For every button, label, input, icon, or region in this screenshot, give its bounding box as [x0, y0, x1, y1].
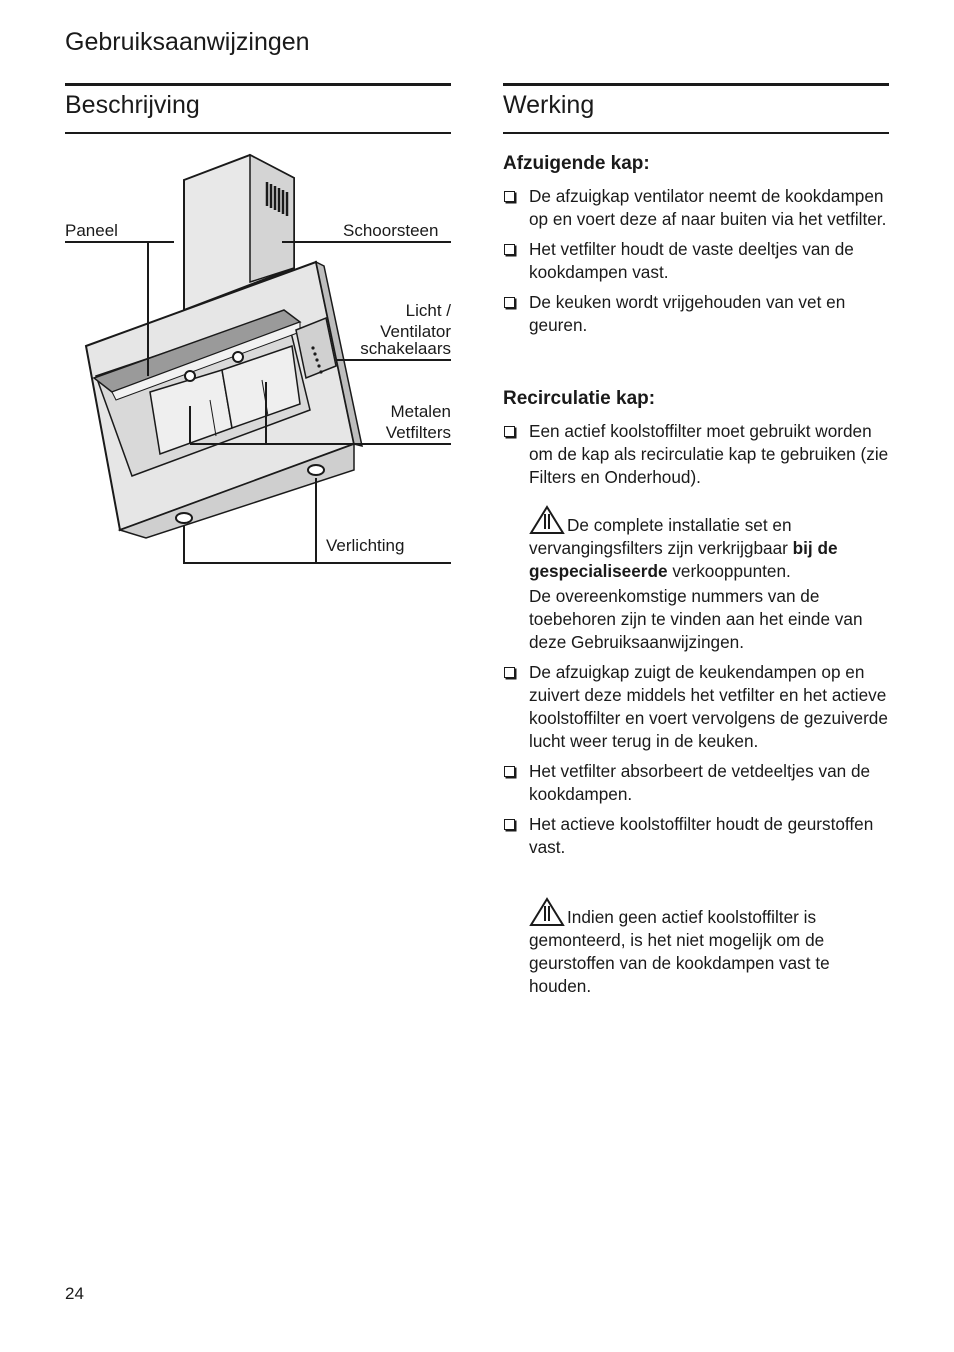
checkbox-bullet-icon [504, 667, 515, 678]
checkbox-bullet-icon [504, 244, 515, 255]
list-item [503, 661, 893, 753]
list-item [503, 185, 893, 231]
lamp-left [176, 513, 192, 523]
warning-note-2 [529, 897, 891, 998]
right-section-top-rule [503, 83, 889, 86]
list-item-text: Het vetfilter houdt de vaste deeltjes van de kookdampen vast. [529, 239, 854, 282]
list-item [503, 420, 893, 489]
list-item-text: De keuken wordt vrijgehouden van vet en geuren. [529, 292, 846, 335]
warning-triangle-icon [529, 505, 565, 535]
checkbox-bullet-icon [504, 297, 515, 308]
hood-body [86, 262, 362, 538]
extraction-heading: Afzuigende kap: [503, 153, 650, 174]
checkbox-bullet-icon [504, 819, 515, 830]
label-switches-line1: Licht / [405, 301, 451, 320]
lamp-right [308, 465, 324, 475]
recirculation-heading: Recirculatie kap: [503, 388, 656, 409]
label-panel: Paneel [65, 221, 118, 240]
checkbox-bullet-icon [504, 766, 515, 777]
checkbox-bullet-icon [504, 426, 515, 437]
label-switches [340, 300, 451, 359]
label-chimney: Schoorsteen [343, 221, 439, 240]
right-section-title: Werking [503, 91, 595, 119]
checkbox-bullet-icon [504, 191, 515, 202]
label-filters-line2: Vetfilters [385, 423, 451, 442]
note-1-text-bold: bij de gespecialiseerde [529, 538, 838, 581]
label-switches-line3: schakelaars [360, 339, 451, 358]
label-metal-filters [351, 401, 451, 443]
label-switches-line2: Ventilator [380, 322, 451, 341]
page-number: 24 [65, 1284, 84, 1303]
left-section-title: Beschrijving [65, 91, 200, 119]
list-item-text: De afzuigkap ventilator neemt de kookdampen op en voert deze af naar buiten via het vetfilter. [529, 186, 887, 229]
extraction-list [503, 185, 893, 344]
note-1-text-b: verkooppunten. [667, 561, 791, 581]
list-item [503, 760, 893, 806]
label-filters-line1: Metalen [390, 402, 451, 421]
list-item-text: Een actief koolstoffilter moet gebruikt worden om de kap als recirculatie kap te gebruiken (zie Filters en Onderhoud). [529, 421, 889, 487]
list-item-text: Het actieve koolstoffilter houdt de geurstoffen vast. [529, 814, 874, 857]
page-header-title: Gebruiksaanwijzingen [65, 28, 310, 56]
warning-triangle-icon [529, 897, 565, 927]
list-item [503, 238, 893, 284]
note-1-text-a: De complete installatie set en vervangingsfilters zijn verkrijgbaar [529, 515, 793, 558]
list-item [503, 813, 893, 859]
list-item-text: Het vetfilter absorbeert de vetdeeltjes van de kookdampen. [529, 761, 871, 804]
list-item [503, 291, 893, 337]
right-section-bottom-rule [503, 132, 889, 134]
warning-note-1 [529, 505, 891, 583]
note-2: De overeenkomstige nummers van de toebehoren zijn te vinden aan het einde van deze Gebruiksaanwijzingen. [529, 586, 863, 652]
recirculation-list-1 [503, 420, 893, 496]
note-3-text: Indien geen actief koolstoffilter is gemonteerd, is het niet mogelijk om de geurstoffen van de kookdampen vast te houden. [529, 907, 830, 996]
list-item-text: De afzuigkap zuigt de keukendampen op en zuivert deze middels het vetfilter en het actieve koolstoffilter en voert vervolgens de gezuiverde lucht weer terug in de keuken. [529, 662, 888, 751]
recirculation-list-2 [503, 661, 893, 866]
label-lighting: Verlichting [326, 536, 405, 555]
